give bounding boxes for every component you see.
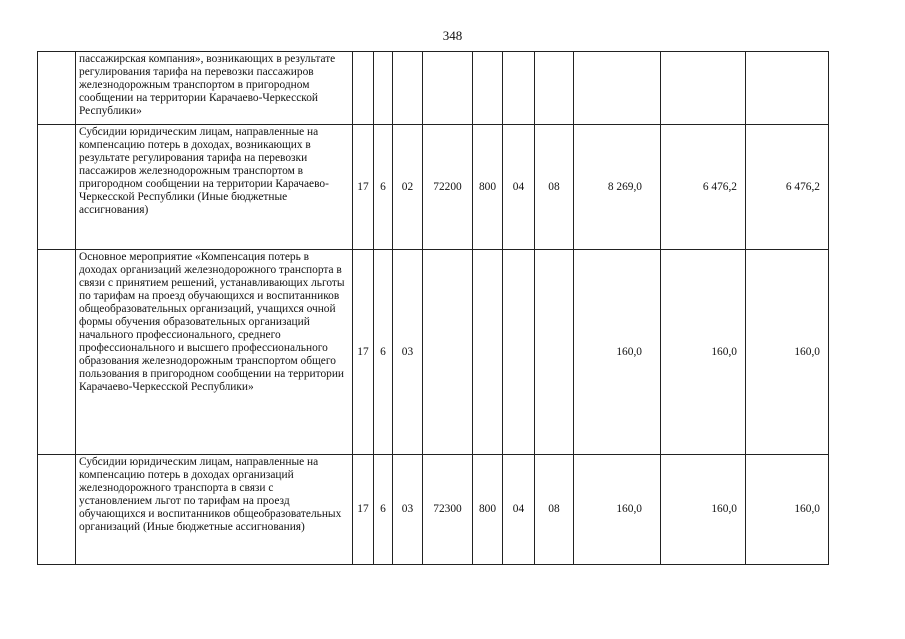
subprogram-code-cell: 6: [374, 250, 393, 455]
description-cell: Субсидии юридическим лицам, направленные на компенсацию потерь в доходах организаций железнодорожного транспорта в связи с установлением льгот по тарифам на проезд обучающихся и воспитанников общеобразовательных организаций (Иные бюджетные ассигнования): [76, 455, 353, 565]
subprogram-code-cell: 6: [374, 455, 393, 565]
subsection-cell: [535, 52, 574, 125]
program-code-cell: 17: [353, 455, 374, 565]
activity-code-cell: 03: [393, 455, 423, 565]
subprogram-code-cell: 6: [374, 125, 393, 250]
amount-year-2-cell: 160,0: [661, 455, 746, 565]
amount-year-3-cell: 6 476,2: [746, 125, 829, 250]
table-row: [38, 125, 829, 250]
expense-type-cell: 800: [473, 455, 503, 565]
amount-year-2-cell: 6 476,2: [661, 125, 746, 250]
row-number-cell: [38, 52, 76, 125]
table-row: [38, 52, 829, 125]
budget-table: [37, 51, 829, 565]
amount-year-1-cell: 8 269,0: [574, 125, 661, 250]
amount-year-3-cell: [746, 52, 829, 125]
description-cell: Основное мероприятие «Компенсация потерь в доходах организаций железнодорожного транспорта в связи с принятием решений, устанавливающих льготы по тарифам на проезд обучающихся и воспитанников общеобразовательных организаций, учащихся очной формы обучения образовательных организаций начального профессионального, среднего профессионального и высшего профессионального образования железнодорожным транспортом общего пользования в пригородном сообщении на территории Карачаево-Черкесской Республики»: [76, 250, 353, 455]
amount-year-3-cell: 160,0: [746, 455, 829, 565]
amount-year-1-cell: [574, 52, 661, 125]
amount-year-3-cell: 160,0: [746, 250, 829, 455]
amount-year-1-cell: 160,0: [574, 455, 661, 565]
activity-code-cell: [393, 52, 423, 125]
expense-type-cell: [473, 250, 503, 455]
program-code-cell: 17: [353, 250, 374, 455]
direction-code-cell: [423, 250, 473, 455]
activity-code-cell: 02: [393, 125, 423, 250]
activity-code-cell: 03: [393, 250, 423, 455]
description-cell: Субсидии юридическим лицам, направленные на компенсацию потерь в доходах, возникающих в результате регулирования тарифа на перевозки пассажиров железнодорожным транспортом в пригородном сообщении на территории Карачаево-Черкесской Республики (Иные бюджетные ассигнования): [76, 125, 353, 250]
expense-type-cell: [473, 52, 503, 125]
section-cell: [503, 52, 535, 125]
page-number: 348: [442, 28, 463, 43]
row-number-cell: [38, 125, 76, 250]
expense-type-cell: 800: [473, 125, 503, 250]
table-row: [38, 455, 829, 565]
direction-code-cell: 72300: [423, 455, 473, 565]
row-number-cell: [38, 250, 76, 455]
subprogram-code-cell: [374, 52, 393, 125]
subsection-cell: 08: [535, 455, 574, 565]
description-cell: пассажирская компания», возникающих в результате регулирования тарифа на перевозки пассажиров железнодорожным транспортом в пригородном сообщении на территории Карачаево-Черкесской Республики»: [76, 52, 353, 125]
program-code-cell: [353, 52, 374, 125]
section-cell: 04: [503, 125, 535, 250]
row-number-cell: [38, 455, 76, 565]
table-row: [38, 250, 829, 455]
amount-year-1-cell: 160,0: [574, 250, 661, 455]
direction-code-cell: [423, 52, 473, 125]
amount-year-2-cell: [661, 52, 746, 125]
program-code-cell: 17: [353, 125, 374, 250]
section-cell: [503, 250, 535, 455]
direction-code-cell: 72200: [423, 125, 473, 250]
amount-year-2-cell: 160,0: [661, 250, 746, 455]
section-cell: 04: [503, 455, 535, 565]
subsection-cell: [535, 250, 574, 455]
subsection-cell: 08: [535, 125, 574, 250]
